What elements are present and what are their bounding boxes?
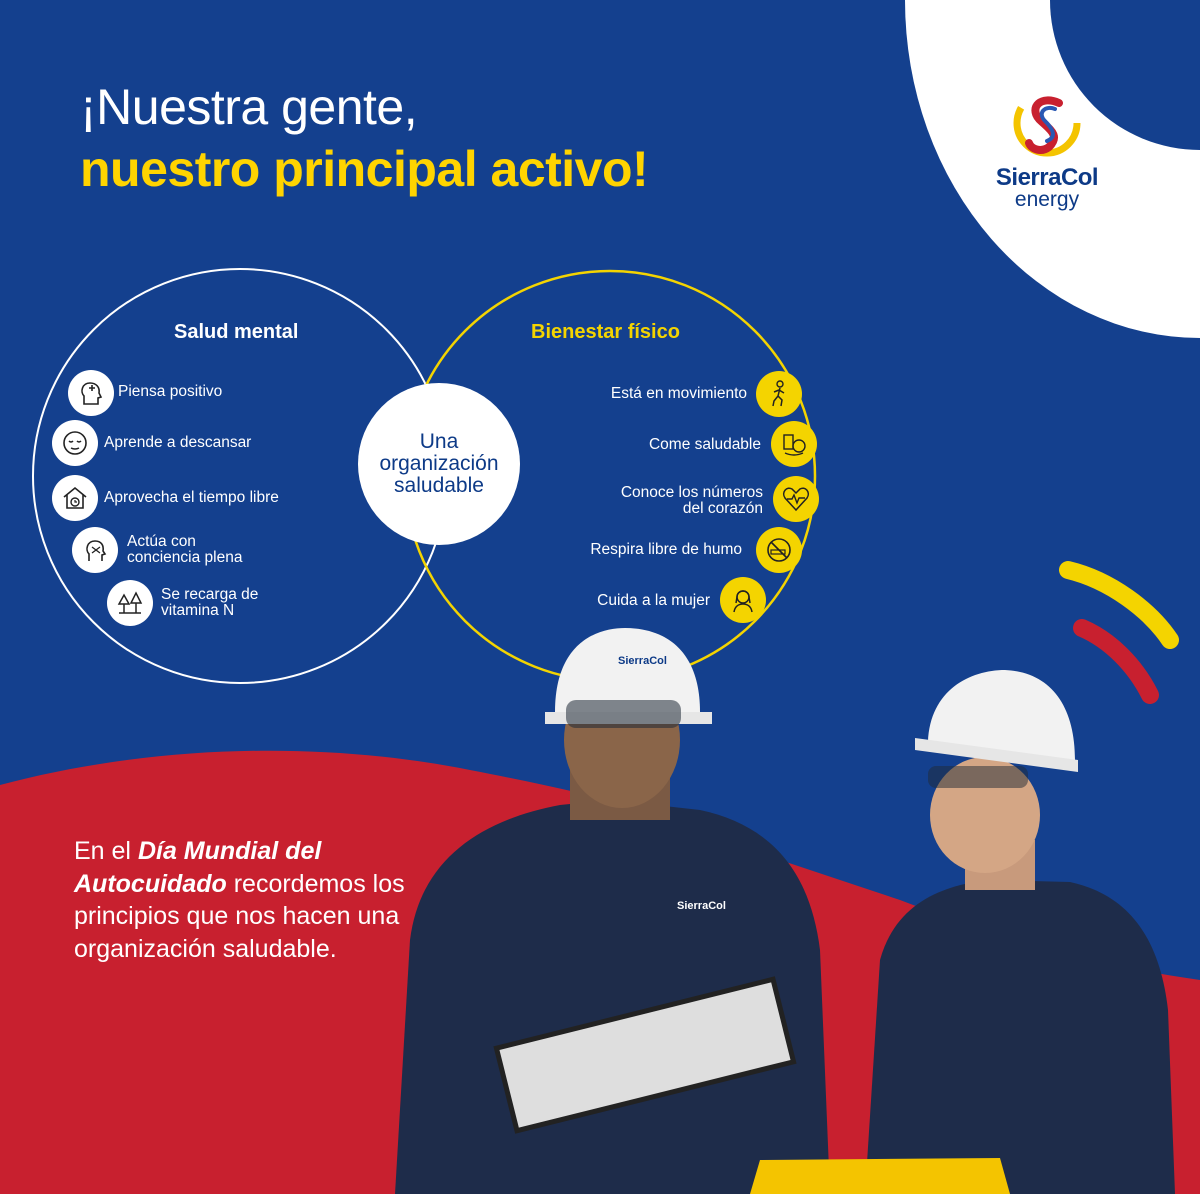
logo-subtitle: energy bbox=[1014, 188, 1080, 211]
head-plus-icon bbox=[68, 370, 114, 416]
mental-item-1: Piensa positivo bbox=[118, 383, 223, 400]
sleeping-face-icon bbox=[52, 420, 98, 466]
center-line-1: Una bbox=[419, 430, 459, 453]
mental-item-5-line2: vitamina N bbox=[161, 602, 235, 619]
physical-item-3-line1: Conoce los números bbox=[620, 484, 763, 501]
logo-name: SierraCol bbox=[995, 164, 1099, 191]
mental-item-2: Aprende a descansar bbox=[104, 434, 252, 451]
center-line-3: saludable bbox=[394, 474, 484, 497]
bottom-post: recordemos los principios que nos hacen una organización saludable. bbox=[74, 869, 405, 963]
center-circle bbox=[358, 383, 520, 545]
female-worker-figure bbox=[865, 670, 1175, 1194]
woman-icon bbox=[720, 577, 766, 623]
mental-item-3: Aprovecha el tiempo libre bbox=[104, 489, 279, 506]
physical-item-2: Come saludable bbox=[648, 436, 761, 453]
male-worker-figure bbox=[395, 628, 830, 1194]
sierracol-s-logo-icon bbox=[1011, 85, 1083, 161]
physical-item-4: Respira libre de humo bbox=[590, 541, 742, 558]
person-moving-icon bbox=[756, 371, 802, 417]
chest-brand-male: SierraCol bbox=[677, 900, 726, 912]
chest-logo-male bbox=[677, 900, 726, 912]
center-line-2: organización bbox=[379, 452, 499, 475]
headline-line-1: ¡Nuestra gente, bbox=[80, 79, 418, 135]
mental-health-title: Salud mental bbox=[174, 321, 299, 343]
physical-wellbeing-title: Bienestar físico bbox=[531, 321, 680, 343]
yellow-structure bbox=[750, 1158, 1010, 1194]
bottom-pre: En el bbox=[74, 837, 138, 865]
mindful-head-icon bbox=[72, 527, 118, 573]
heart-rate-icon bbox=[773, 476, 819, 522]
headline-line-2: nuestro principal activo! bbox=[80, 141, 649, 197]
physical-item-5: Cuida a la mujer bbox=[597, 592, 710, 609]
bottom-message bbox=[74, 835, 434, 965]
helmet-logo-male bbox=[618, 655, 667, 667]
physical-item-3-line2: del corazón bbox=[682, 500, 763, 517]
mental-item-4-line2: conciencia plena bbox=[127, 549, 243, 566]
healthy-food-icon bbox=[771, 421, 817, 467]
house-clock-icon bbox=[52, 475, 98, 521]
trees-icon bbox=[107, 580, 153, 626]
no-smoking-icon bbox=[756, 527, 802, 573]
physical-item-1: Está en movimiento bbox=[610, 385, 747, 402]
red-arc-decoration bbox=[1082, 628, 1150, 695]
sierracol-logo bbox=[982, 85, 1112, 210]
mental-item-5-line1: Se recarga de bbox=[161, 586, 259, 603]
helmet-brand-male: SierraCol bbox=[618, 655, 667, 667]
bottom-bold: Día Mundial del Autocuidado bbox=[74, 837, 322, 898]
mental-item-4-line1: Actúa con bbox=[127, 533, 196, 550]
